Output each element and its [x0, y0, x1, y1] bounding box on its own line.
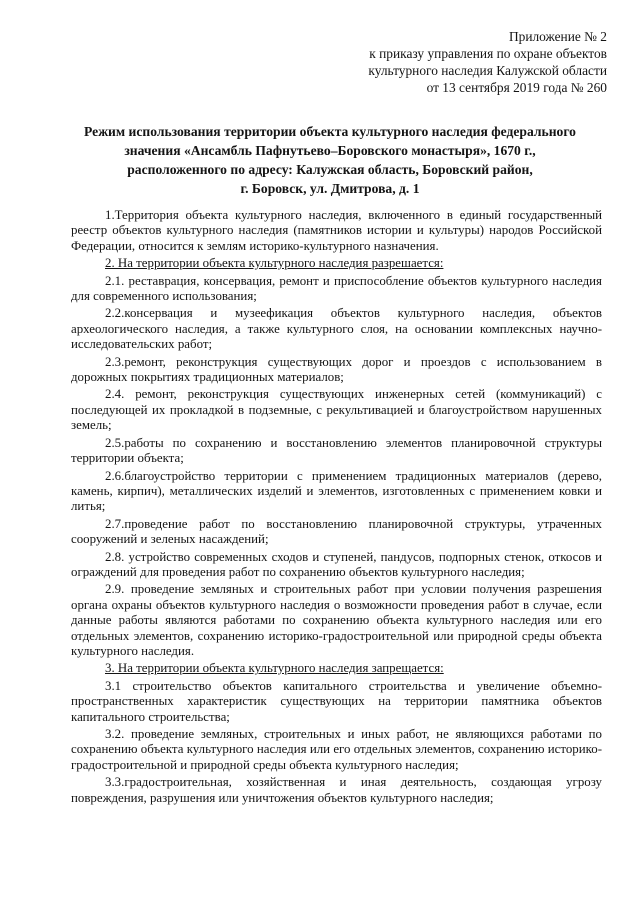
paragraph-3-2: 3.2. проведение земляных, строительных и иных работ, не являющихся работами по сохранению объекта культурного наследия или его отдельных элементов, сохранению историко-градостроительной и природной среды объекта культурного наследия; [71, 727, 602, 772]
section-heading-3: 3. На территории объекта культурного наследия запрещается: [105, 661, 444, 676]
paragraph-2-9: 2.9. проведение земляных и строительных работ при условии получения разрешения органа охраны объектов культурного наследия о возможности проведения работ в случае, если данные работы являются работами по сохранению объекта культурного наследия или его отдельных элементов, сохранению историко-градостроительной или природной среды объекта культурного наследия. [71, 582, 602, 658]
paragraph-3-3: 3.3.градостроительная, хозяйственная и иная деятельность, создающая угрозу повреждения, разрушения или уничтожения объектов культурного наследия; [71, 775, 602, 805]
appendix-date-line: от 13 сентября 2019 года № 260 [426, 80, 607, 95]
paragraph-2-2: 2.2.консервация и музеефикация объектов культурного наследия, объектов археологического наследия, а также культурного слоя, на основании комплексных научно-исследовательских работ; [71, 306, 602, 352]
paragraph-2-8: 2.8. устройство современных сходов и ступеней, пандусов, подпорных стенок, откосов и ограждений для проведения работ по сохранению объектов культурного наследия; [71, 549, 602, 579]
document-body [71, 208, 602, 808]
title-line-4: г. Боровск, ул. Дмитрова, д. 1 [240, 181, 420, 196]
paragraph-2-3: 2.3.ремонт, реконструкция существующих дорог и проездов с использованием в дорожных покрытиях традиционных материалов; [71, 354, 602, 385]
title-line-3: расположенного по адресу: Калужская область, Боровский район, [127, 162, 533, 177]
paragraph-2-6: 2.6.благоустройство территории с применением традиционных материалов (дерево, камень, кирпич), металлических изделий и элементов, изготовленных с применением ковки и литья; [71, 468, 602, 514]
paragraph-1: 1.Территория объекта культурного наследия, включенного в единый государственный реестр объектов культурного наследия (памятников истории и культуры) народов Российской Федерации, относится к землям историко-культурного назначения. [71, 208, 602, 253]
document-title [70, 122, 590, 198]
appendix-authority-line: культурного наследия Калужской области [368, 63, 607, 78]
paragraph-2-7: 2.7.проведение работ по восстановлению планировочной структуры, утраченных сооружений и зеленых насаждений; [71, 516, 602, 547]
paragraph-2-4: 2.4. ремонт, реконструкция существующих инженерных сетей (коммуникаций) с последующей их прокладкой в подземные, с рекультивацией и благоустройством нарушенных земель; [71, 387, 602, 433]
paragraph-2-5: 2.5.работы по сохранению и восстановлению элементов планировочной структуры территории объекта; [71, 435, 602, 466]
paragraph-3-1: 3.1 строительство объектов капитального строительства и увеличение объемно-пространственных характеристик существующих на территории памятника объектов капитального строительства; [71, 678, 602, 724]
appendix-header [368, 28, 607, 96]
appendix-number: Приложение № 2 [508, 29, 607, 44]
appendix-order-line: к приказу управления по охране объектов [369, 46, 607, 61]
paragraph-2-1: 2.1. реставрация, консервация, ремонт и приспособление объектов культурного наследия для современного использования; [71, 273, 602, 304]
title-line-2: значения «Ансамбль Пафнутьево–Боровского монастыря», 1670 г., [124, 143, 536, 158]
section-heading-2: 2. На территории объекта культурного наследия разрешается: [105, 256, 444, 271]
title-line-1: Режим использования территории объекта культурного наследия федерального [84, 124, 576, 139]
